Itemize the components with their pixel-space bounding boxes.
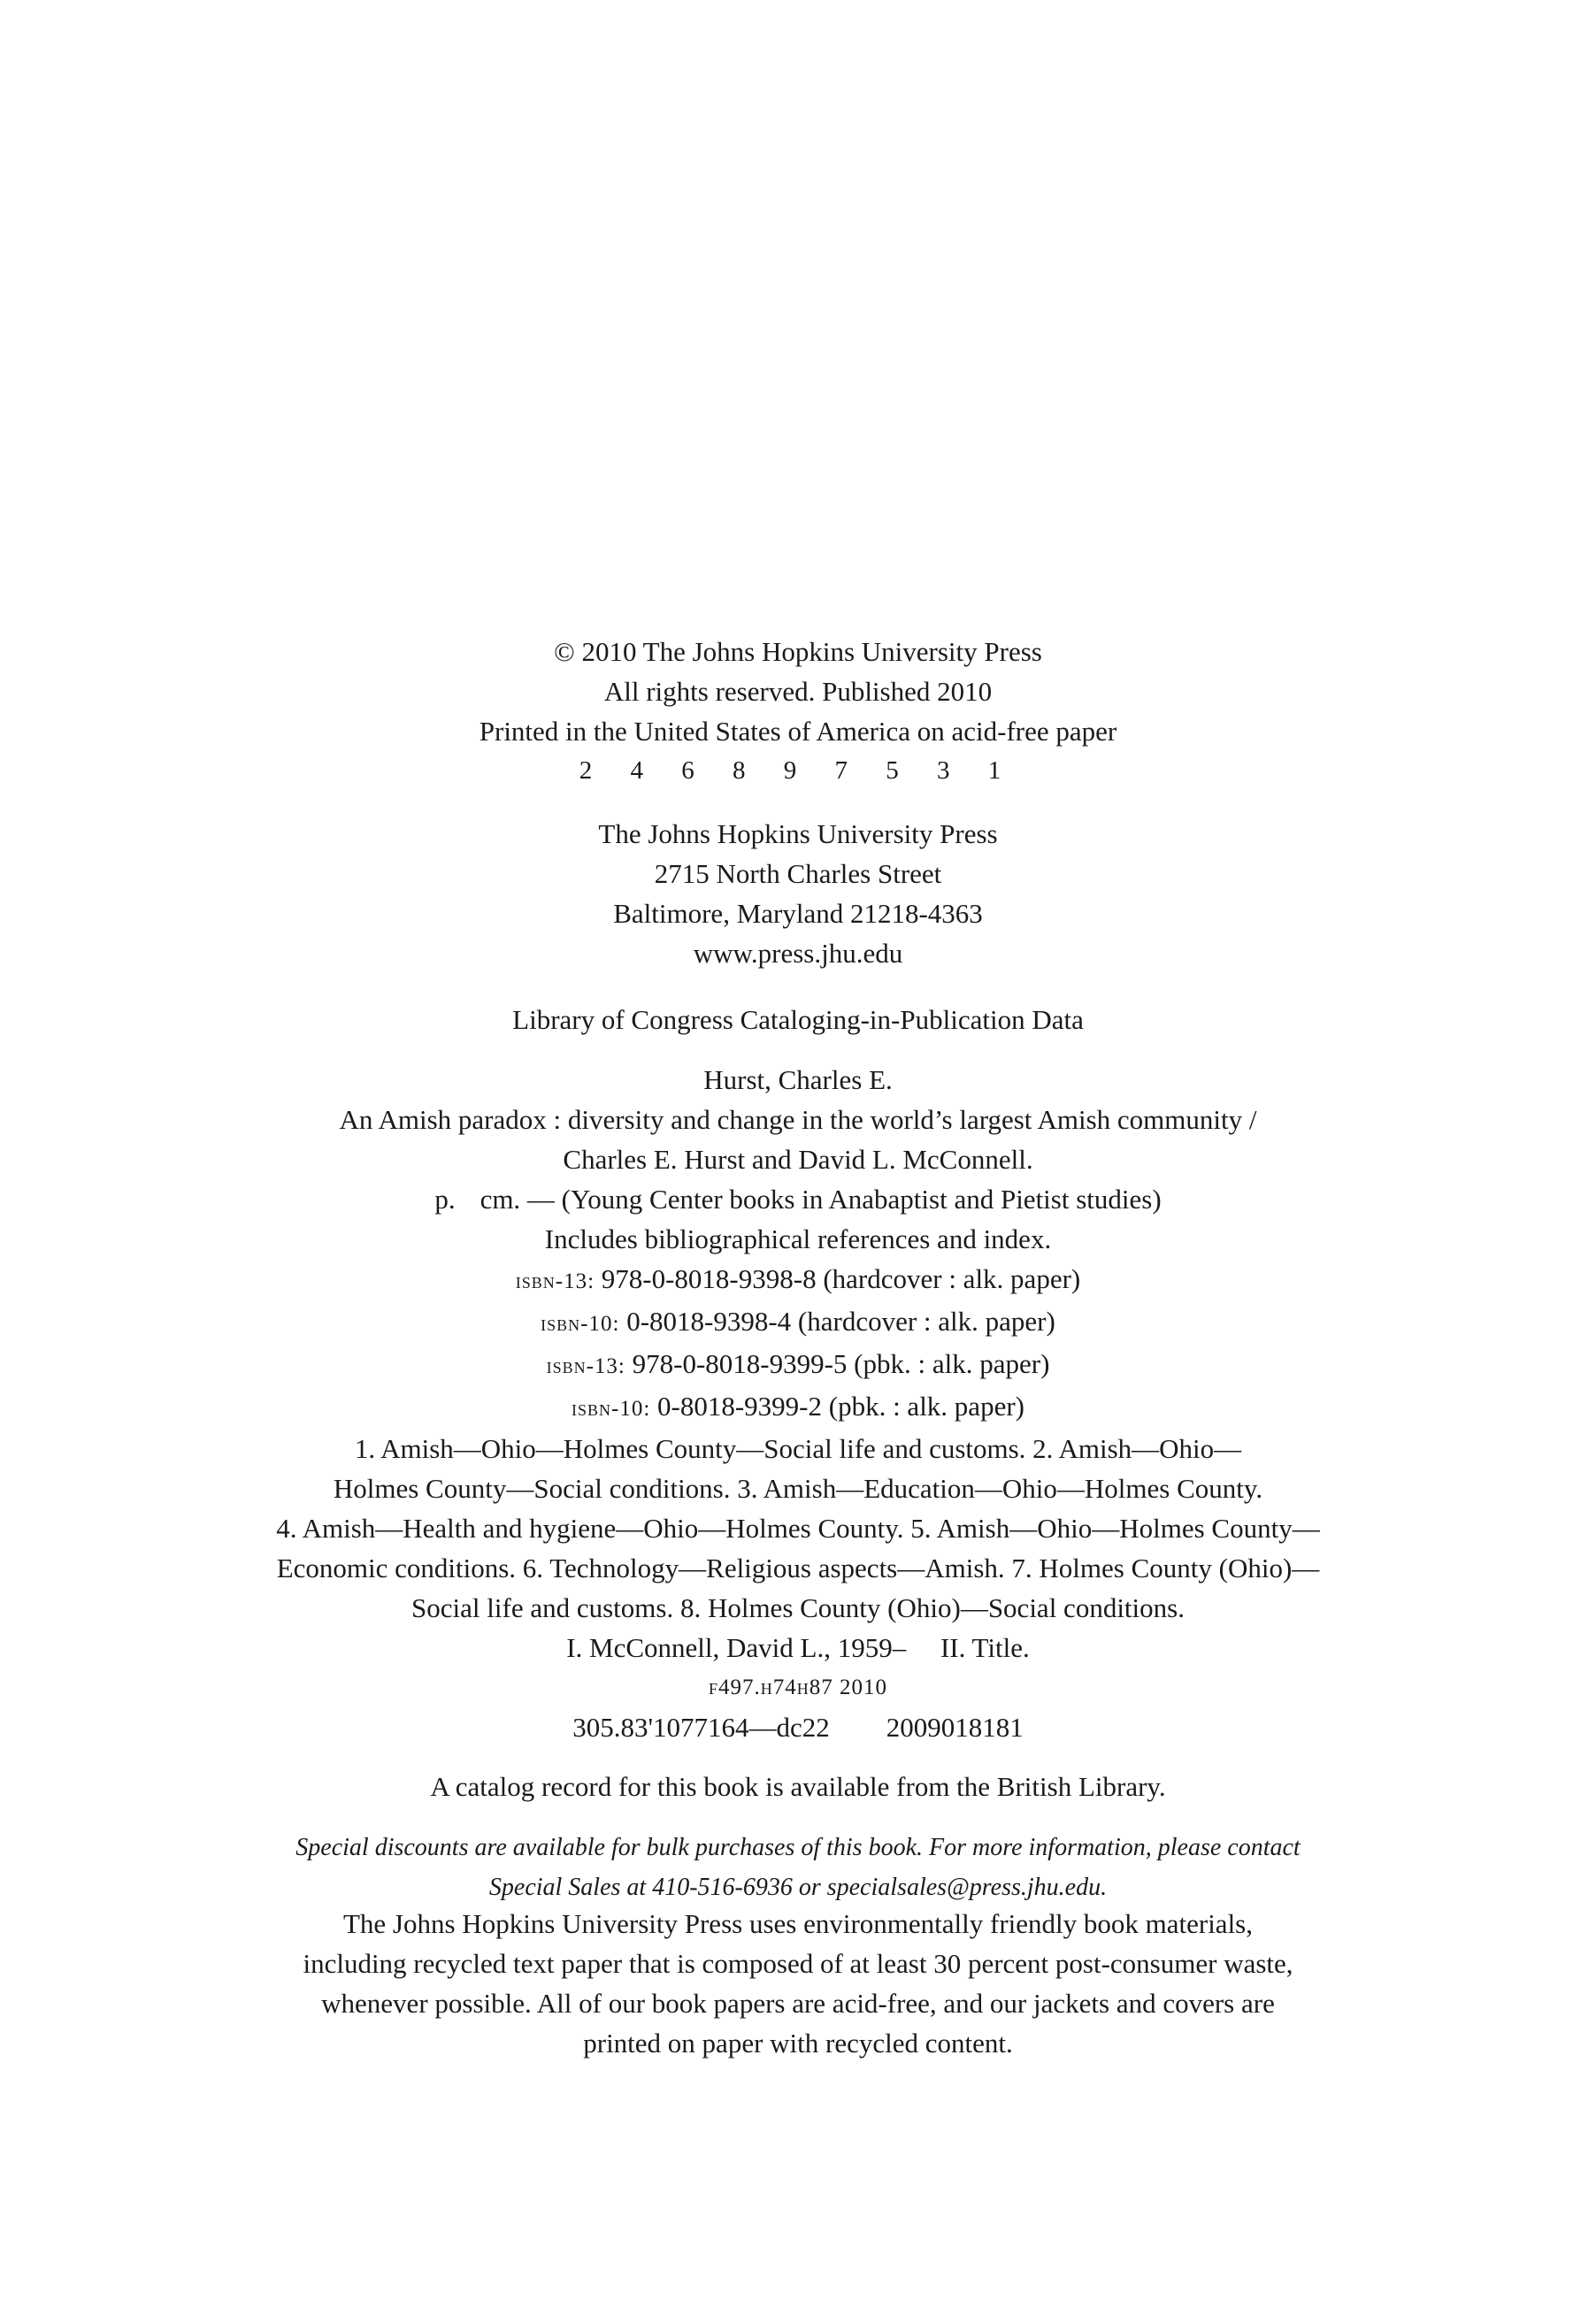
cip-authors: Charles E. Hurst and David L. McConnell. [563, 1144, 1033, 1175]
cip-lc-call-number: f497.h74h87 2010 [708, 1675, 887, 1699]
publisher-city: Baltimore, Maryland 21218-4363 [613, 898, 983, 929]
isbn-line [0, 1301, 1596, 1344]
publisher-name: The Johns Hopkins University Press [598, 818, 998, 849]
cip-bibliography: Includes bibliographical references and index. [544, 1223, 1052, 1254]
cip-lccn: 2009018181 [886, 1712, 1024, 1743]
cip-series: cm. — (Young Center books in Anabaptist and Pietist studies) [480, 1184, 1162, 1215]
special-sales-note [0, 1828, 1596, 1907]
british-library-note [0, 1767, 1596, 1806]
copyright-line: © 2010 The Johns Hopkins University Press [554, 636, 1042, 667]
cip-classification-line [0, 1707, 1596, 1747]
cip-author: Hurst, Charles E. [703, 1064, 893, 1095]
cip-title: An Amish paradox : diversity and change in the world’s largest Amish community / [339, 1104, 1257, 1135]
cip-subject-line: Holmes County—Social conditions. 3. Amish—Education—Ohio—Holmes County. [333, 1473, 1263, 1504]
publisher-website[interactable]: www.press.jhu.edu [693, 938, 903, 969]
isbn-label: isbn-13: [546, 1354, 625, 1378]
special-sales-line-2: Special Sales at 410-516-6936 or specialsales@press.jhu.edu. [488, 1874, 1108, 1901]
publisher-address [0, 814, 1596, 973]
printing-numbers: 2 4 6 8 9 7 5 3 1 [579, 756, 1017, 785]
environment-line: printed on paper with recycled content. [583, 2028, 1013, 2059]
environment-line: including recycled text paper that is composed of at least 30 percent post-consumer waste, [303, 1948, 1293, 1979]
isbn-line [0, 1259, 1596, 1301]
cip-record [0, 1060, 1596, 1747]
copyright-block [0, 632, 1596, 791]
special-sales-line-1: Special discounts are available for bulk purchases of this book. For more information, please contact [295, 1834, 1301, 1861]
isbn-value: 0-8018-9398-4 (hardcover : alk. paper) [626, 1306, 1055, 1337]
cip-heading-block [0, 1000, 1596, 1039]
rights-line: All rights reserved. Published 2010 [603, 676, 993, 707]
isbn-line [0, 1344, 1596, 1386]
isbn-value: 978-0-8018-9399-5 (pbk. : alk. paper) [632, 1348, 1050, 1379]
isbn-value: 0-8018-9399-2 (pbk. : alk. paper) [657, 1391, 1024, 1422]
cip-subject-line: Social life and customs. 8. Holmes County (Ohio)—Social conditions. [411, 1592, 1185, 1623]
isbn-label: isbn-10: [541, 1312, 620, 1336]
cip-pcm: p. [434, 1184, 456, 1215]
cip-subject-line: 4. Amish—Health and hygiene—Ohio—Holmes County. 5. Amish—Ohio—Holmes County— [276, 1513, 1320, 1544]
environment-line: whenever possible. All of our book papers are acid-free, and our jackets and covers are [321, 1988, 1275, 2019]
environment-note [0, 1904, 1596, 2063]
cip-dewey: 305.83'1077164—dc22 [572, 1712, 830, 1743]
publisher-street: 2715 North Charles Street [654, 858, 942, 889]
british-library-line: A catalog record for this book is available from the British Library. [430, 1771, 1166, 1802]
isbn-value: 978-0-8018-9398-8 (hardcover : alk. paper) [601, 1263, 1081, 1294]
cip-heading: Library of Congress Cataloging-in-Publication Data [512, 1004, 1084, 1035]
printed-line: Printed in the United States of America on acid-free paper [479, 716, 1117, 747]
cip-subject-line: Economic conditions. 6. Technology—Religious aspects—Amish. 7. Holmes County (Ohio)— [276, 1553, 1320, 1583]
environment-line: The Johns Hopkins University Press uses environmentally friendly book materials, [342, 1908, 1253, 1939]
isbn-label: isbn-13: [515, 1269, 595, 1293]
cip-subject-line: 1. Amish—Ohio—Holmes County—Social life and customs. 2. Amish—Ohio— [354, 1433, 1242, 1464]
isbn-label: isbn-10: [572, 1397, 651, 1421]
cip-series-line [0, 1179, 1596, 1219]
cip-added-entries: I. McConnell, David L., 1959– II. Title. [566, 1632, 1030, 1663]
isbn-line [0, 1386, 1596, 1429]
